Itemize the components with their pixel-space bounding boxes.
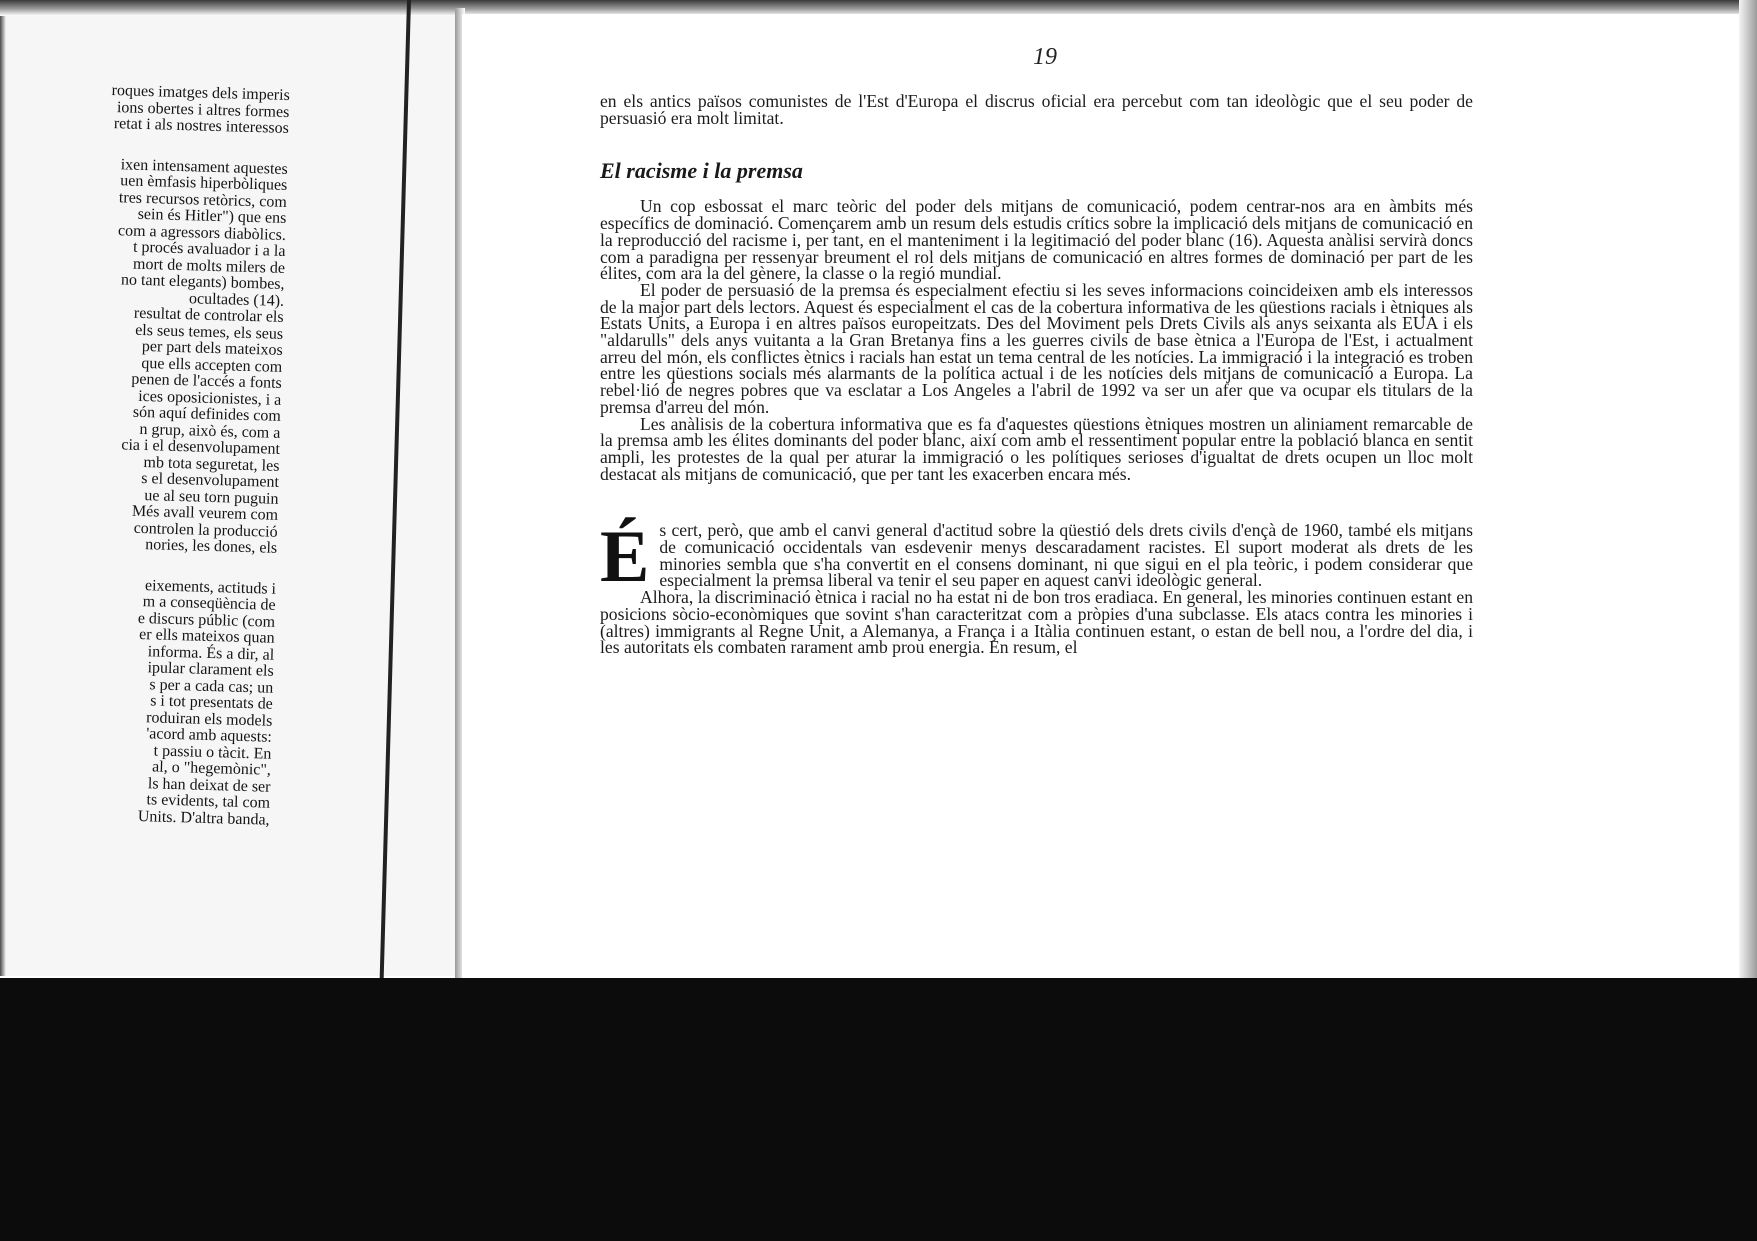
left-text-line: penen de l'accés a fonts bbox=[131, 370, 282, 392]
left-text-line: er ells mateixos quan bbox=[138, 626, 275, 647]
left-text-line: ices oposicionistes, i a bbox=[138, 387, 282, 409]
page-number: 19 bbox=[1033, 44, 1057, 70]
left-text-line: s per a cada cas; un bbox=[149, 675, 274, 697]
left-text-line: que ells accepten com bbox=[141, 354, 283, 376]
dropcap-paragraph bbox=[600, 516, 1473, 599]
left-text-line: tres recursos retòrics, com bbox=[118, 188, 288, 211]
left-text-line: com a agressors diabòlics. bbox=[117, 221, 287, 244]
body-paragraph: Un cop esbossat el marc teòric del poder dels mitjans de comunicació, podem centrar-nos ara en àmbits més específics de dominació. Començarem amb un resum dels estudis crítics sobre la implicació dels mitjans de comunicació en la reproducció del racisme i, per tant, en el manteniment i la legitimació del poder blanc (16). Aquesta anàlisi servirà doncs com a paradigna per ressenyar breument el rol dels mitjans de comunicació en altres formes de dominació per part de les élites, com ara la del gènere, la classe o la regió mundial. bbox=[600, 196, 1473, 284]
left-page-text bbox=[0, 76, 290, 853]
section-heading: El racisme i la premsa bbox=[600, 158, 803, 184]
left-text-line: Units. D'altra banda, bbox=[137, 807, 270, 829]
dropcap-letter: É bbox=[600, 516, 650, 599]
scanner-bed-shadow bbox=[0, 978, 1757, 1241]
left-text-line: ls han deixat de ser bbox=[147, 774, 271, 796]
left-text-line: s i tot presentats de bbox=[149, 692, 274, 713]
right-edge-shadow bbox=[1739, 0, 1757, 978]
left-text-line: eixements, actituds i bbox=[144, 576, 277, 598]
body-paragraph: Les anàlisis de la cobertura informativa que es fa d'aquestes qüestions ètniques mostren un aliniament remarcable de la premsa amb les élites dominants del poder blanc, així com amb el ressentiment popular entre la població blanca en sentit ampli, les protestes de la qual per aturar la immigració o les polítiques serioses d'igualtat de drets ocupen un lloc molt destacat als mitjans de comunicació, que per tant les exacerben encara més. bbox=[600, 413, 1473, 484]
left-text-line: no tant elegants) bombes, bbox=[120, 271, 285, 293]
left-text-line: 'acord amb aquests: bbox=[146, 725, 273, 746]
left-text-line: ts evidents, tal com bbox=[146, 791, 271, 812]
left-text-line: nories, les dones, els bbox=[144, 536, 278, 557]
left-text-line: n grup, això és, com a bbox=[139, 420, 281, 442]
left-text-group bbox=[0, 569, 276, 829]
left-text-line: informa. És a dir, al bbox=[147, 642, 275, 664]
intro-paragraph: en els antics països comunistes de l'Est d'Europa el discrus oficial era percebut com tan ideològic que el seu poder de persuasió era molt limitat. bbox=[600, 91, 1473, 128]
left-text-line: m a conseqüència de bbox=[142, 593, 276, 614]
left-text-line: retat i als nostres interessos bbox=[113, 115, 290, 137]
left-text-line: controlen la producció bbox=[133, 519, 278, 541]
right-page-text bbox=[600, 93, 1473, 656]
left-text-line: uen èmfasis hiperbòliques bbox=[120, 172, 288, 194]
left-text-group bbox=[0, 149, 288, 557]
left-text-line: t passiu o tàcit. En bbox=[153, 741, 272, 763]
left-text-line: s el desenvolupament bbox=[141, 470, 280, 491]
left-text-line: roques imatges dels imperis bbox=[111, 82, 291, 104]
left-text-line: ipular clarament els bbox=[147, 659, 274, 680]
left-text-line: sein és Hitler") que ens bbox=[137, 205, 287, 227]
left-text-line: ixen intensament aquestes bbox=[120, 155, 288, 178]
body-paragraph: El poder de persuasió de la premsa és especialment efectiu si les seves informacions coincideixen amb els interessos de la major part dels lectors. Aquest és especialment el cas de la cobertura informativa de les qüestions racials i ètniques als Estats Units, a Europa i en altres països europeitzats. Des del Moviment pels Drets Civils als anys seixanta als EUA i els "aldarulls" dels anys vuitanta a la Gran Bretanya fins a les guerres civils de base ètnica a l'Europa de l'Est, i actualment arreu del món, els conflictes ètnics i racials han estat un tema central de les notícies. La immigració i la integració es troben entre les qüestions socials més alarmants de la política actual i de les notícies dels mitjans de comunicació a Europa. La rebel·lió de negres pobres que va esclatar a Los Angeles a l'abril de 1992 va ser un afer que va ocupar els titulars de la premsa d'arreu del món. bbox=[600, 279, 1473, 417]
left-text-line: per part dels mateixos bbox=[141, 337, 283, 359]
left-text-line: ue al seu torn puguin bbox=[144, 486, 279, 508]
left-text-line: resultat de controlar els bbox=[133, 304, 284, 326]
left-text-line: roduiran els models bbox=[145, 708, 273, 730]
left-text-line: mort de molts milers de bbox=[132, 255, 286, 277]
body-paragraph: Alhora, la discriminació ètnica i racial no ha estat ni de bon tros eradiaca. En general, les minories continuen estant en posicions sòcio-econòmiques que sovint s'han caracteritzat com a pròpies d'una subclasse. Els atacs contra les minories i (altres) immigrants al Regne Unit, a Alemanya, a França i a Itàlia continuen estant, o estan de bell nou, a l'ordre del dia, i les autoritats els combaten rarament amb prou energia. En resum, el bbox=[600, 587, 1473, 658]
dropcap-paragraph-text: s cert, però, que amb el canvi general d'actitud sobre la qüestió dels drets civils d'ençà de 1960, també els mitjans de comunicació occidentals van esdevenir menys descaradament racistes. El suport moderat als drets de les minories sembla que s'ha convertit en el consens dominant, ni que sigui en el pla teòric, i podem considerar que especialment la premsa liberal va tenir el seu paper en aquest canvi ideològic general. bbox=[659, 520, 1473, 591]
left-text-line: cia i el desenvolupament bbox=[121, 436, 281, 458]
left-text-line: e discurs públic (com bbox=[137, 609, 276, 631]
left-text-line: al, o "hegemònic", bbox=[151, 758, 272, 779]
section-break bbox=[600, 482, 1473, 522]
left-text-group bbox=[0, 76, 290, 138]
left-text-line: ions obertes i altres formes bbox=[116, 98, 290, 121]
left-text-line: t procés avaluador i a la bbox=[132, 238, 286, 260]
left-text-line: mb tota seguretat, les bbox=[143, 453, 280, 475]
left-text-line: ocultades (14). bbox=[188, 289, 285, 310]
left-text-line: Més avall veurem com bbox=[131, 502, 279, 524]
left-text-line: els seus temes, els seus bbox=[134, 321, 284, 343]
left-text-line: són aquí definides com bbox=[132, 403, 282, 425]
